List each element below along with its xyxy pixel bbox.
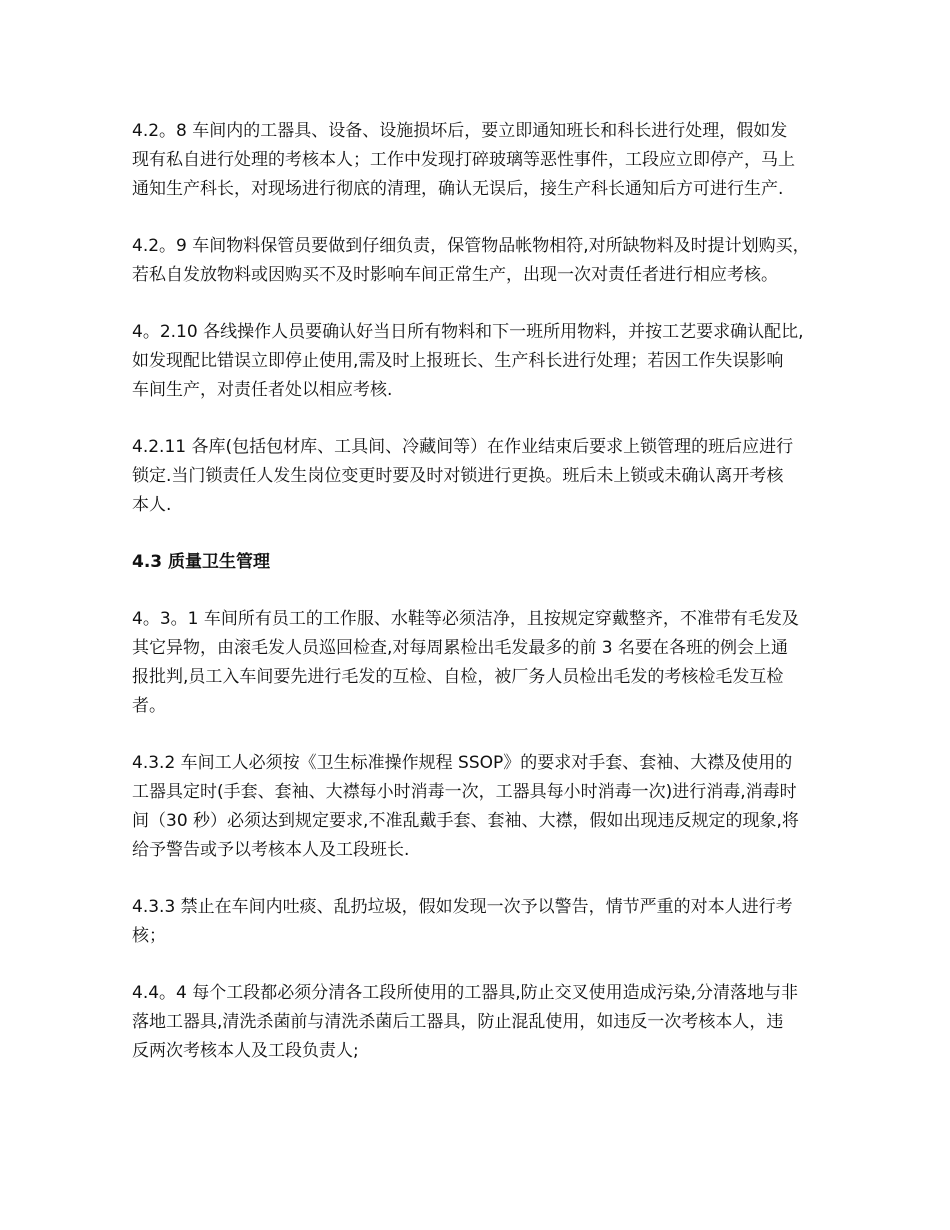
text-line: 4.2。9 车间物料保管员要做到仔细负责，保管物品帐物相符,对所缺物料及时提计划购买，: [132, 236, 810, 256]
text-line: 4.2。8 车间内的工器具、设备、设施损坏后，要立即通知班长和科长进行处理，假如发: [132, 121, 788, 141]
text-line: 4.4。4 每个工段都必须分清各工段所使用的工器具,防止交叉使用造成污染,分清落地与非: [132, 983, 799, 1003]
paragraph-spacer: [132, 951, 862, 979]
text-line: 车间生产，对责任者处以相应考核.: [132, 380, 393, 400]
document-page: [132, 117, 862, 1066]
text-line: 本人.: [132, 495, 172, 515]
text-line: 4.3.2 车间工人必须按《卫生标准操作规程 SSOP》的要求对手套、套袖、大襟及使用的: [132, 753, 793, 773]
text-line: 4。2.10 各线操作人员要确认好当日所有物料和下一班所用物料，并按工艺要求确认配比,: [132, 322, 804, 342]
text-line: 落地工器具,清洗杀菌前与清洗杀菌后工器具，防止混乱使用，如违反一次考核本人，违: [132, 1012, 784, 1032]
paragraph-spacer: [132, 865, 862, 893]
text-line: 锁定.当门锁责任人发生岗位变更时要及时对锁进行更换。班后未上锁或未确认离开考核: [132, 466, 784, 486]
text-line: 若私自发放物料或因购买不及时影响车间正常生产，出现一次对责任者进行相应考核。: [132, 265, 778, 285]
text-line: 者。: [132, 696, 166, 716]
text-line: 如发现配比错误立即停止使用,需及时上报班长、生产科长进行处理；若因工作失误影响: [132, 351, 784, 371]
text-line: 工器具定时(手套、套袖、大襟每小时消毒一次，工器具每小时消毒一次)进行消毒,消毒时: [132, 782, 797, 802]
paragraph-spacer: [132, 520, 862, 548]
paragraph-4-2-8: [132, 117, 862, 204]
text-line: 报批判,员工入车间要先进行毛发的互检、自检，被厂务人员检出毛发的考核检毛发互检: [132, 667, 784, 687]
text-line: 给予警告或予以考核本人及工段班长.: [132, 840, 410, 860]
paragraph-spacer: [132, 721, 862, 749]
text-line: 4.2.11 各库(包括包材库、工具间、冷藏间等）在作业结束后要求上锁管理的班后应进行: [132, 437, 794, 457]
text-line: 反两次考核本人及工段负责人;: [132, 1041, 359, 1061]
text-line: 间（30 秒）必须达到规定要求,不准乱戴手套、套袖、大襟，假如出现违反规定的现象,将: [132, 811, 799, 831]
text-line: 通知生产科长，对现场进行彻底的清理，确认无误后，接生产科长通知后方可进行生产.: [132, 179, 784, 199]
text-line: 其它异物，由滚毛发人员巡回检查,对每周累检出毛发最多的前 3 名要在各班的例会上通: [132, 638, 789, 658]
paragraph-spacer: [132, 577, 862, 605]
paragraph-4-4-4: [132, 979, 862, 1066]
section-heading-4-3: 4.3 质量卫生管理: [132, 552, 271, 572]
paragraph-4-2-11: [132, 433, 862, 520]
text-line: 核；: [132, 926, 166, 946]
paragraph-spacer: [132, 204, 862, 232]
text-line: 4.3.3 禁止在车间内吐痰、乱扔垃圾，假如发现一次予以警告，情节严重的对本人进行考: [132, 897, 793, 917]
paragraph-4-2-10: [132, 318, 862, 405]
paragraph-spacer: [132, 405, 862, 433]
text-line: 4。3。1 车间所有员工的工作服、水鞋等必须洁净，且按规定穿戴整齐，不准带有毛发及: [132, 609, 799, 629]
paragraph-4-3-1: [132, 605, 862, 721]
paragraph-4-3-3: [132, 893, 862, 951]
text-line: 现有私自进行处理的考核本人；工作中发现打碎玻璃等恶性事件，工段应立即停产，马上: [132, 150, 795, 170]
paragraph-spacer: [132, 290, 862, 318]
paragraph-4-2-9: [132, 232, 862, 290]
paragraph-4-3-2: [132, 749, 862, 865]
